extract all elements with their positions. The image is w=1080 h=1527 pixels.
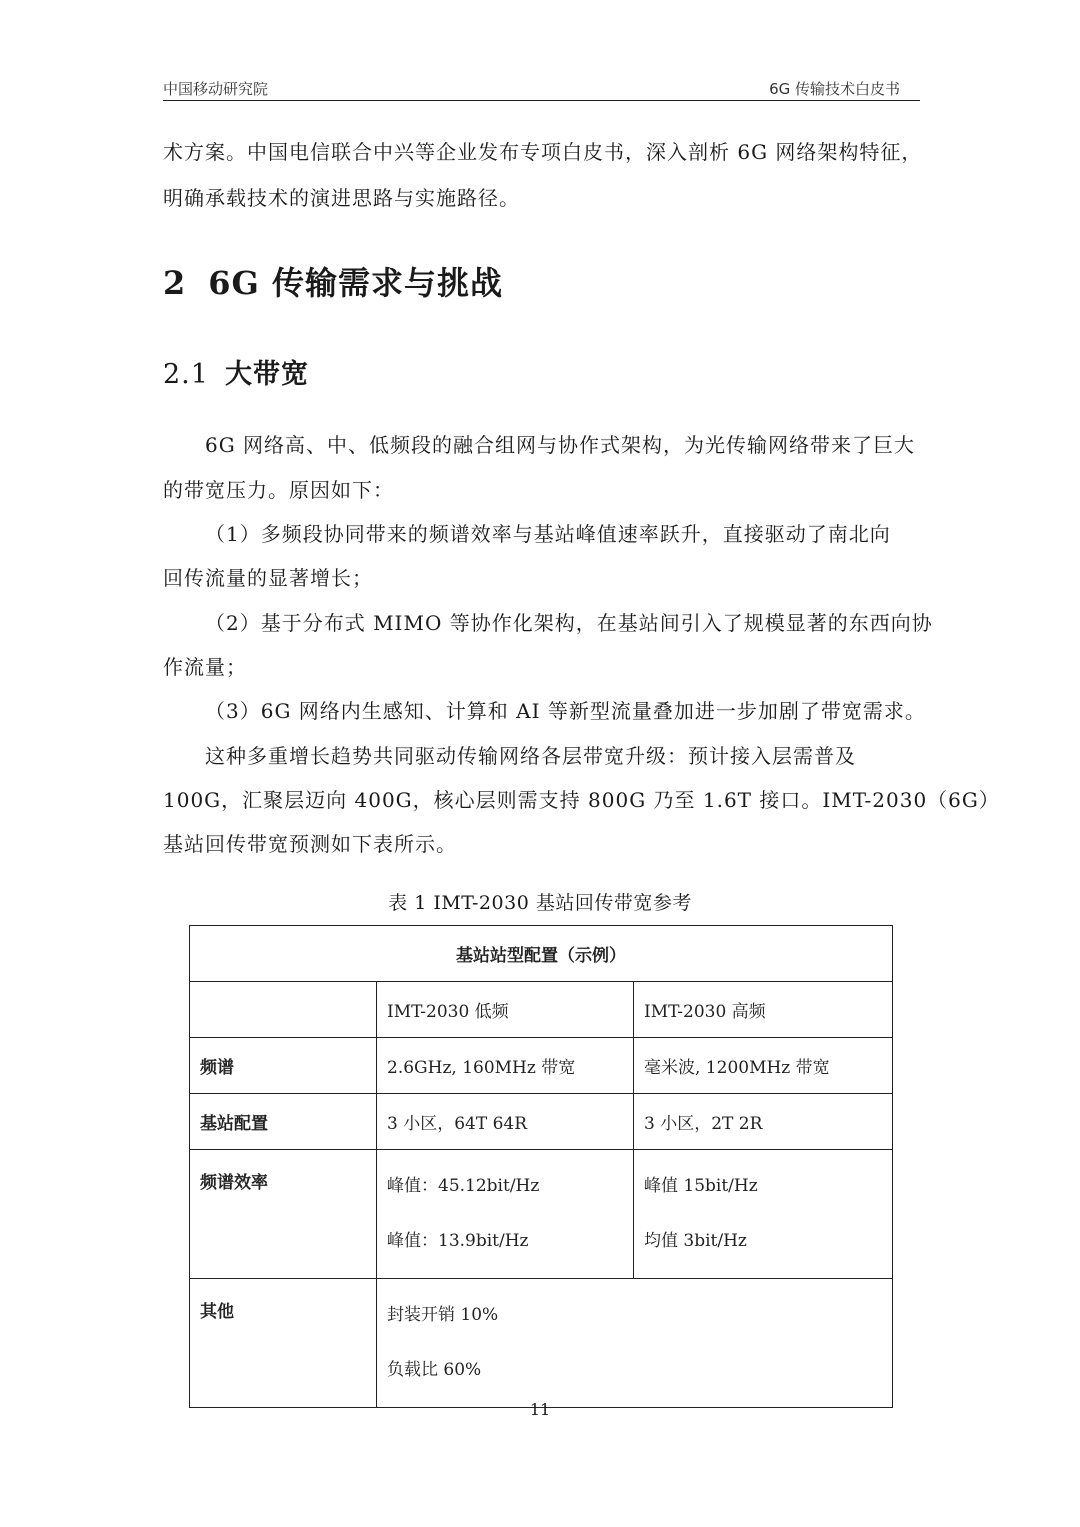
cell-other-overhead: 封装开销 10% — [387, 1305, 499, 1325]
table-row — [190, 1094, 893, 1150]
body-paragraph-1-line-2: 的带宽压力。原因如下： — [163, 478, 394, 502]
table-row — [190, 1279, 893, 1408]
body-paragraph-3-line-2: 作流量； — [163, 655, 247, 679]
body-paragraph-4-line-1: （3）6G 网络内生感知、计算和 AI 等新型流量叠加进一步加剧了带宽需求。 — [205, 699, 926, 723]
cell-other — [377, 1279, 893, 1408]
subsection-heading — [163, 352, 309, 391]
row-label-other: 其他 — [190, 1279, 377, 1408]
cell-efficiency-high-peak: 峰值 15bit/Hz — [644, 1176, 758, 1196]
subsection-title: 大带宽 — [224, 359, 309, 390]
header-document-title: 6G 传输技术白皮书 — [769, 80, 900, 98]
cell-efficiency-low-peak: 峰值：45.12bit/Hz — [387, 1176, 540, 1196]
page-number: 11 — [529, 1400, 551, 1419]
table-title: 基站站型配置（示例） — [190, 926, 893, 982]
section-heading — [163, 258, 503, 304]
row-label-spectrum: 频谱 — [190, 1038, 377, 1094]
subsection-number: 2.1 — [163, 359, 209, 390]
cell-efficiency-low-second: 峰值：13.9bit/Hz — [387, 1231, 529, 1251]
bandwidth-table — [189, 925, 893, 1408]
table-row — [190, 1038, 893, 1094]
cell-config-high: 3 小区，2T 2R — [634, 1094, 893, 1150]
row-label-base-station-config: 基站配置 — [190, 1094, 377, 1150]
table-header-row — [190, 926, 893, 982]
column-header-low-band: IMT-2030 低频 — [377, 982, 634, 1038]
body-paragraph-5-line-1: 这种多重增长趋势共同驱动传输网络各层带宽升级：预计接入层需普及 — [205, 744, 856, 768]
body-paragraph-5-line-2: 100G，汇聚层迈向 400G，核心层则需支持 800G 乃至 1.6T 接口。IMT-2030（6G） — [163, 788, 1000, 812]
table-caption: 表 1 IMT-2030 基站回传带宽参考 — [388, 892, 692, 914]
cell-efficiency-high — [634, 1150, 893, 1279]
body-paragraph-5-line-3: 基站回传带宽预测如下表所示。 — [163, 832, 457, 856]
table-corner-cell — [190, 982, 377, 1038]
table-column-header-row — [190, 982, 893, 1038]
body-paragraph-1-line-1: 6G 网络高、中、低频段的融合组网与协作式架构，为光传输网络带来了巨大 — [205, 433, 916, 457]
cell-spectrum-high: 毫米波, 1200MHz 带宽 — [634, 1038, 893, 1094]
intro-line-1: 术方案。中国电信联合中兴等企业发布专项白皮书，深入剖析 6G 网络架构特征， — [163, 140, 923, 164]
header-organization: 中国移动研究院 — [163, 80, 269, 98]
body-paragraph-2-line-2: 回传流量的显著增长； — [163, 566, 373, 590]
cell-config-low: 3 小区，64T 64R — [377, 1094, 634, 1150]
row-label-spectral-efficiency: 频谱效率 — [190, 1150, 377, 1279]
page-header — [163, 76, 920, 101]
cell-efficiency-high-average: 均值 3bit/Hz — [644, 1231, 747, 1251]
section-title: 6G 传输需求与挑战 — [208, 264, 504, 302]
intro-line-2: 明确承载技术的演进思路与实施路径。 — [163, 186, 520, 210]
body-paragraph-2-line-1: （1）多频段协同带来的频谱效率与基站峰值速率跃升，直接驱动了南北向 — [205, 522, 891, 546]
cell-efficiency-low — [377, 1150, 634, 1279]
cell-spectrum-low: 2.6GHz, 160MHz 带宽 — [377, 1038, 634, 1094]
table-row — [190, 1150, 893, 1279]
column-header-high-band: IMT-2030 高频 — [634, 982, 893, 1038]
body-paragraph-3-line-1: （2）基于分布式 MIMO 等协作化架构，在基站间引入了规模显著的东西向协 — [205, 611, 933, 635]
section-number: 2 — [163, 264, 187, 302]
cell-other-load-ratio: 负载比 60% — [387, 1360, 482, 1380]
